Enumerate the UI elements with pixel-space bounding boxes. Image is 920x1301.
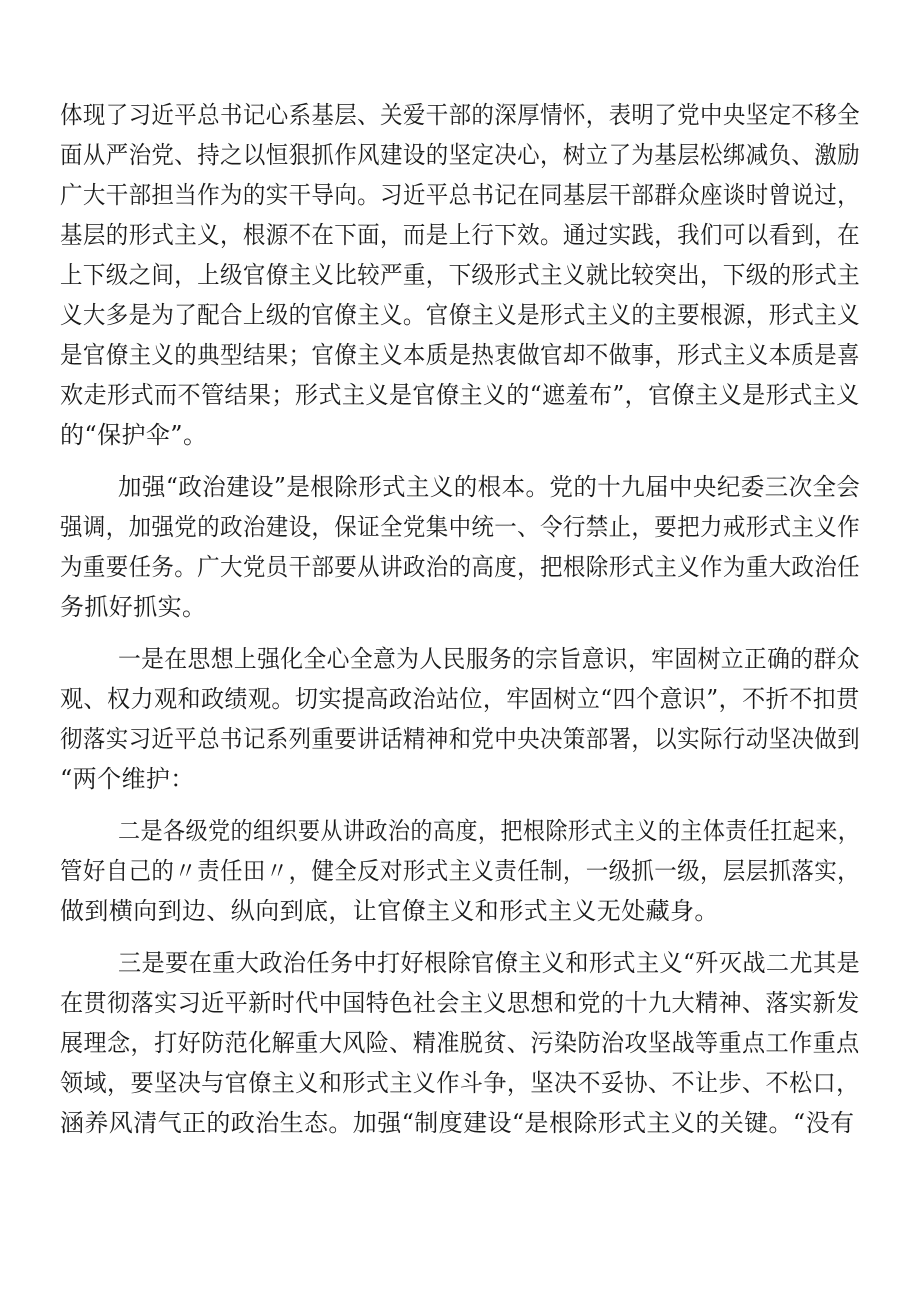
- text-line: “两个维护：: [60, 765, 195, 793]
- text-line: 体现了习近平总书记心系基层、关爱干部的深厚情怀，表明了党中央坚定不移全: [60, 101, 860, 129]
- text-line: 为重要任务。广大党员干部要从讲政治的高度，把根除形式主义作为重大政治任: [60, 553, 860, 581]
- text-line: 彻落实习近平总书记系列重要讲话精神和党中央决策部署，以实际行动坚决做到: [60, 725, 860, 753]
- text-line: 的“保护伞”。: [60, 421, 208, 449]
- text-line: 涵养风清气正的政治生态。加强“制度建设“是根除形式主义的关键。“没有: [60, 1109, 855, 1137]
- text-line: 二是各级党的组织要从讲政治的高度，把根除形式主义的主体责任扛起来，: [118, 817, 861, 845]
- text-line: 展理念，打好防范化解重大风险、精准脱贫、污染防治攻坚战等重点工作重点: [60, 1029, 860, 1057]
- text-line: 做到横向到边、纵向到底，让官僚主义和形式主义无处藏身。: [60, 897, 719, 925]
- text-line: 观、权力观和政绩观。切实提高政治站位，牢固树立“四个意识”，不折不扣贯: [60, 685, 860, 713]
- text-line: 在贯彻落实习近平新时代中国特色社会主义思想和党的十九大精神、落实新发: [60, 989, 860, 1017]
- text-line: 上下级之间，上级官僚主义比较严重，下级形式主义就比较突出，下级的形式主: [60, 261, 860, 289]
- text-line: 基层的形式主义，根源不在下面，而是上行下效。通过实践，我们可以看到，在: [60, 221, 860, 249]
- text-line: 面从严治党、持之以恒狠抓作风建设的坚定决心，树立了为基层松绑减负、激励: [60, 141, 860, 169]
- text-line: 欢走形式而不管结果；形式主义是官僚主义的“遮羞布”，官僚主义是形式主义: [60, 381, 860, 409]
- text-line: 一是在思想上强化全心全意为人民服务的宗旨意识，牢固树立正确的群众: [118, 645, 860, 673]
- text-line: 务抓好抓实。: [60, 593, 207, 621]
- text-line: 广大干部担当作为的实干导向。习近平总书记在同基层干部群众座谈时曾说过，: [60, 181, 860, 209]
- text-line: 加强“政治建设”是根除形式主义的根本。党的十九届中央纪委三次全会: [118, 473, 861, 501]
- text-line: 是官僚主义的典型结果；官僚主义本质是热衷做官却不做事，形式主义本质是喜: [60, 341, 860, 369]
- text-line: 强调，加强党的政治建设，保证全党集中统一、令行禁止，要把力戒形式主义作: [60, 513, 860, 541]
- text-line: 领域，要坚决与官僚主义和形式主义作斗争，坚决不妥协、不让步、不松口，: [60, 1069, 860, 1097]
- text-line: 三是要在重大政治任务中打好根除官僚主义和形式主义“歼灭战二尤其是: [118, 949, 861, 977]
- text-line: 管好自己的〃责任田〃，健全反对形式主义责任制，一级抓一级，层层抓落实，: [60, 857, 860, 885]
- text-line: 义大多是为了配合上级的官僚主义。官僚主义是形式主义的主要根源，形式主义: [60, 301, 860, 329]
